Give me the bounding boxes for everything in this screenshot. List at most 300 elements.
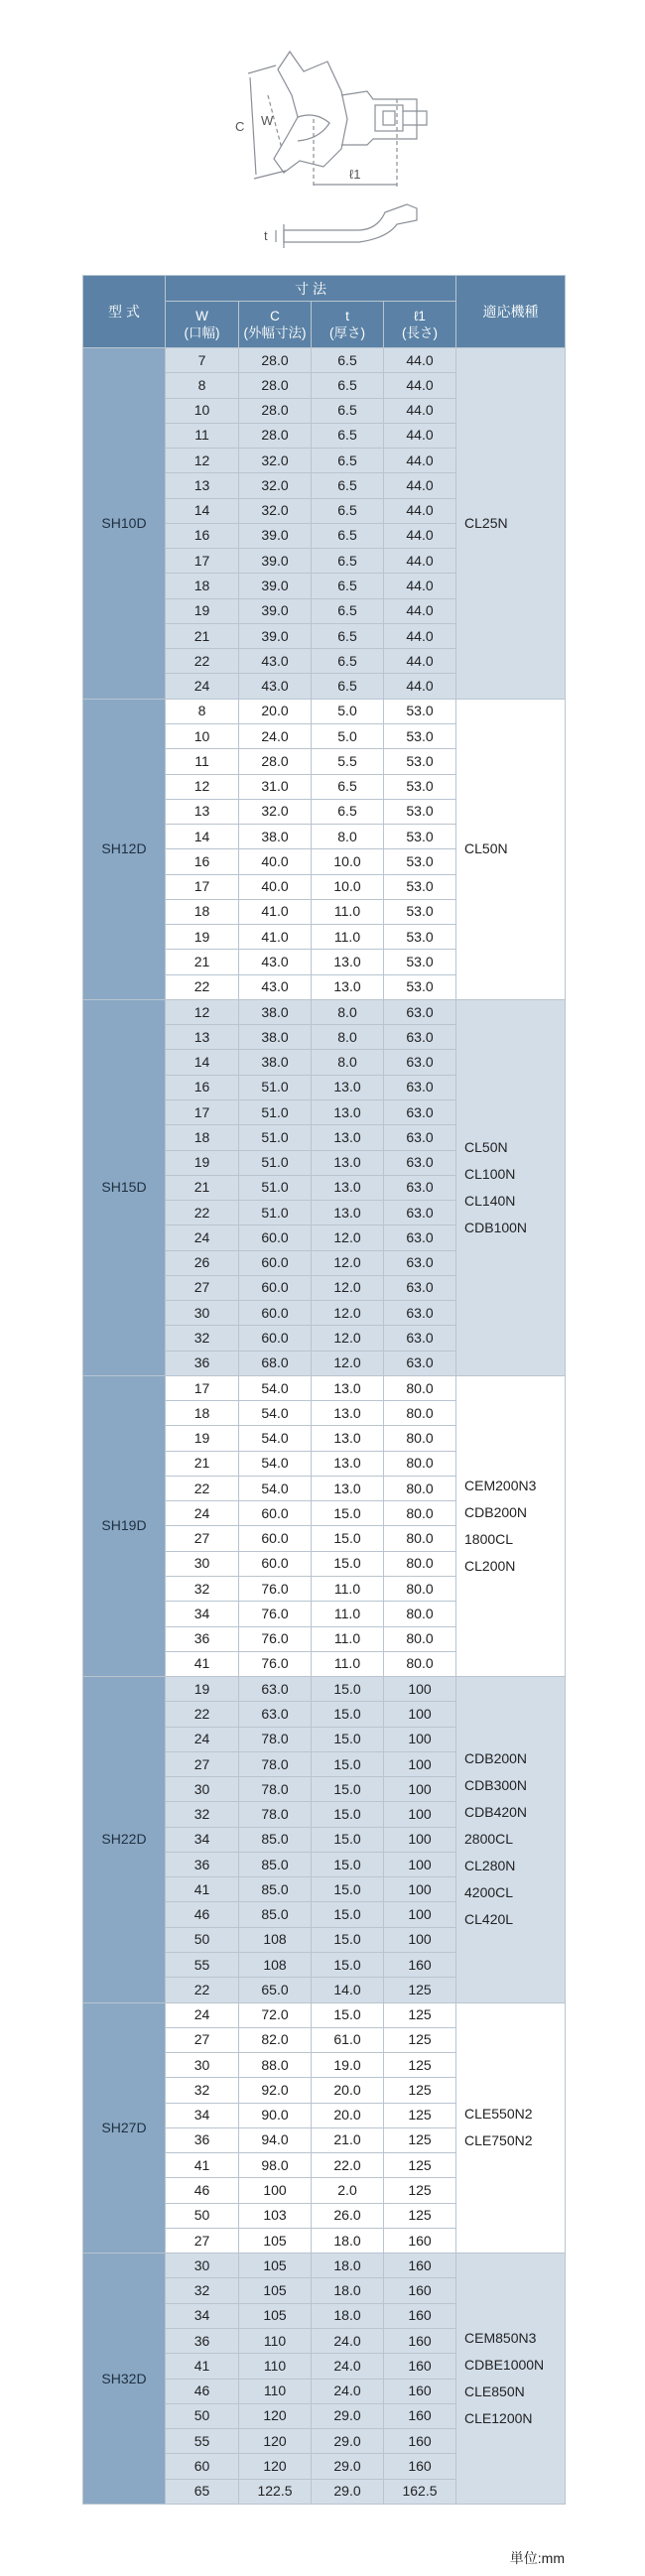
cell-l1: 80.0 bbox=[384, 1626, 456, 1651]
cell-w: 36 bbox=[166, 2328, 239, 2353]
cell-w: 18 bbox=[166, 1125, 239, 1150]
spec-table bbox=[82, 275, 566, 2505]
cell-w: 11 bbox=[166, 749, 239, 774]
cell-c: 54.0 bbox=[239, 1375, 312, 1400]
cell-c: 90.0 bbox=[239, 2103, 312, 2127]
machine-item: 1800CL bbox=[464, 1530, 514, 1547]
cell-c: 120 bbox=[239, 2429, 312, 2454]
cell-c: 108 bbox=[239, 1953, 312, 1978]
machine-item: CLE850N bbox=[464, 2383, 525, 2400]
cell-t: 11.0 bbox=[312, 1577, 384, 1602]
cell-t: 14.0 bbox=[312, 1978, 384, 2002]
model-cell: SH12D bbox=[83, 699, 166, 999]
header-machines: 適応機種 bbox=[456, 276, 566, 348]
cell-l1: 125 bbox=[384, 2103, 456, 2127]
header-model: 型 式 bbox=[83, 276, 166, 348]
cell-c: 38.0 bbox=[239, 999, 312, 1024]
cell-c: 51.0 bbox=[239, 1099, 312, 1124]
dim-line-c bbox=[250, 77, 256, 175]
cell-w: 17 bbox=[166, 874, 239, 899]
cell-l1: 80.0 bbox=[384, 1577, 456, 1602]
model-cell: SH27D bbox=[83, 2002, 166, 2254]
machine-item: CLE550N2 bbox=[464, 2106, 533, 2123]
cell-t: 12.0 bbox=[312, 1250, 384, 1275]
cell-c: 60.0 bbox=[239, 1526, 312, 1551]
cell-l1: 160 bbox=[384, 2403, 456, 2428]
cell-t: 10.0 bbox=[312, 874, 384, 899]
cell-w: 50 bbox=[166, 2203, 239, 2228]
cell-w: 24 bbox=[166, 674, 239, 699]
cell-c: 28.0 bbox=[239, 423, 312, 448]
cell-t: 6.5 bbox=[312, 398, 384, 423]
cell-t: 20.0 bbox=[312, 2078, 384, 2103]
cell-l1: 44.0 bbox=[384, 373, 456, 398]
cell-t: 6.5 bbox=[312, 674, 384, 699]
cell-w: 19 bbox=[166, 598, 239, 623]
cell-l1: 80.0 bbox=[384, 1551, 456, 1576]
model-cell: SH22D bbox=[83, 1677, 166, 2002]
cell-w: 50 bbox=[166, 1927, 239, 1952]
cell-t: 6.5 bbox=[312, 598, 384, 623]
cell-l1: 63.0 bbox=[384, 1099, 456, 1124]
cell-l1: 100 bbox=[384, 1677, 456, 1702]
header-dimensions: 寸 法 bbox=[166, 276, 456, 302]
cell-t: 20.0 bbox=[312, 2103, 384, 2127]
cell-t: 2.0 bbox=[312, 2178, 384, 2203]
cell-t: 13.0 bbox=[312, 1476, 384, 1500]
cell-w: 46 bbox=[166, 1902, 239, 1927]
cell-w: 10 bbox=[166, 723, 239, 748]
cell-l1: 100 bbox=[384, 1877, 456, 1902]
cell-c: 54.0 bbox=[239, 1451, 312, 1476]
cell-w: 34 bbox=[166, 2303, 239, 2328]
cell-t: 13.0 bbox=[312, 1401, 384, 1426]
cell-c: 40.0 bbox=[239, 849, 312, 874]
model-cell: SH32D bbox=[83, 2254, 166, 2505]
cell-c: 43.0 bbox=[239, 649, 312, 674]
cell-l1: 80.0 bbox=[384, 1426, 456, 1451]
cell-t: 6.5 bbox=[312, 549, 384, 574]
cell-c: 39.0 bbox=[239, 623, 312, 648]
cell-l1: 63.0 bbox=[384, 1326, 456, 1351]
cell-l1: 63.0 bbox=[384, 1125, 456, 1150]
cell-w: 21 bbox=[166, 623, 239, 648]
model-cell: SH10D bbox=[83, 348, 166, 700]
cell-w: 19 bbox=[166, 1677, 239, 1702]
table-row bbox=[83, 1677, 566, 1702]
cell-t: 15.0 bbox=[312, 1777, 384, 1802]
cell-l1: 53.0 bbox=[384, 723, 456, 748]
cell-c: 40.0 bbox=[239, 874, 312, 899]
cell-w: 14 bbox=[166, 1050, 239, 1075]
cell-c: 60.0 bbox=[239, 1551, 312, 1576]
table-row bbox=[83, 1375, 566, 1400]
cell-w: 8 bbox=[166, 699, 239, 723]
cell-c: 28.0 bbox=[239, 373, 312, 398]
cell-c: 39.0 bbox=[239, 574, 312, 598]
cell-w: 27 bbox=[166, 1526, 239, 1551]
cell-t: 18.0 bbox=[312, 2278, 384, 2303]
cell-w: 34 bbox=[166, 2103, 239, 2127]
cell-w: 19 bbox=[166, 925, 239, 950]
cell-t: 12.0 bbox=[312, 1351, 384, 1375]
cell-w: 36 bbox=[166, 1351, 239, 1375]
table-row bbox=[83, 2002, 566, 2027]
cell-l1: 80.0 bbox=[384, 1451, 456, 1476]
cell-t: 6.5 bbox=[312, 473, 384, 498]
machine-item: CL420L bbox=[464, 1911, 514, 1928]
header-t: t (厚さ) bbox=[312, 302, 384, 348]
cell-l1: 44.0 bbox=[384, 549, 456, 574]
spanner-shank bbox=[341, 91, 417, 145]
cell-w: 22 bbox=[166, 1978, 239, 2002]
cell-c: 60.0 bbox=[239, 1501, 312, 1526]
cell-t: 29.0 bbox=[312, 2479, 384, 2504]
table-row bbox=[83, 2254, 566, 2278]
cell-l1: 44.0 bbox=[384, 574, 456, 598]
cell-w: 27 bbox=[166, 2228, 239, 2253]
cell-w: 21 bbox=[166, 950, 239, 974]
header-c: C (外幅寸法) bbox=[239, 302, 312, 348]
cell-l1: 44.0 bbox=[384, 473, 456, 498]
spanner-square-drive bbox=[375, 105, 403, 131]
cell-c: 110 bbox=[239, 2379, 312, 2403]
cell-t: 5.0 bbox=[312, 723, 384, 748]
cell-t: 29.0 bbox=[312, 2429, 384, 2454]
machine-item: CL50N bbox=[464, 840, 508, 857]
cell-l1: 63.0 bbox=[384, 1351, 456, 1375]
machine-item: CL200N bbox=[464, 1557, 516, 1574]
cell-w: 16 bbox=[166, 523, 239, 548]
machine-item: CLE750N2 bbox=[464, 2132, 533, 2149]
cell-t: 8.0 bbox=[312, 1050, 384, 1075]
cell-c: 110 bbox=[239, 2328, 312, 2353]
cell-w: 30 bbox=[166, 2053, 239, 2078]
cell-t: 11.0 bbox=[312, 899, 384, 924]
cell-t: 6.5 bbox=[312, 348, 384, 373]
cell-c: 32.0 bbox=[239, 473, 312, 498]
cell-w: 14 bbox=[166, 825, 239, 849]
cell-l1: 44.0 bbox=[384, 498, 456, 523]
cell-w: 55 bbox=[166, 1953, 239, 1978]
cell-c: 54.0 bbox=[239, 1476, 312, 1500]
cell-t: 15.0 bbox=[312, 1526, 384, 1551]
cell-l1: 160 bbox=[384, 1953, 456, 1978]
cell-t: 5.5 bbox=[312, 749, 384, 774]
cell-l1: 160 bbox=[384, 2278, 456, 2303]
cell-t: 18.0 bbox=[312, 2254, 384, 2278]
cell-w: 41 bbox=[166, 1651, 239, 1676]
model-group-sh15d bbox=[83, 999, 566, 1375]
cell-w: 32 bbox=[166, 1802, 239, 1827]
cell-t: 13.0 bbox=[312, 1201, 384, 1225]
machine-item: 4200CL bbox=[464, 1884, 514, 1901]
machine-item: CDB420N bbox=[464, 1804, 528, 1821]
cell-t: 12.0 bbox=[312, 1225, 384, 1250]
cell-t: 13.0 bbox=[312, 1451, 384, 1476]
cell-t: 6.5 bbox=[312, 623, 384, 648]
table-row bbox=[83, 999, 566, 1024]
cell-l1: 125 bbox=[384, 2002, 456, 2027]
machine-item: CLE1200N bbox=[464, 2410, 533, 2427]
cell-l1: 100 bbox=[384, 1751, 456, 1776]
cell-w: 18 bbox=[166, 899, 239, 924]
cell-w: 32 bbox=[166, 2278, 239, 2303]
cell-t: 11.0 bbox=[312, 1602, 384, 1626]
spanner-head-outline bbox=[274, 52, 347, 173]
cell-c: 20.0 bbox=[239, 699, 312, 723]
cell-c: 39.0 bbox=[239, 523, 312, 548]
cell-l1: 80.0 bbox=[384, 1602, 456, 1626]
cell-c: 51.0 bbox=[239, 1075, 312, 1099]
machines-cell bbox=[456, 2002, 566, 2254]
cell-w: 60 bbox=[166, 2454, 239, 2479]
cell-l1: 63.0 bbox=[384, 1075, 456, 1099]
cell-w: 8 bbox=[166, 373, 239, 398]
cell-l1: 162.5 bbox=[384, 2479, 456, 2504]
cell-c: 38.0 bbox=[239, 1025, 312, 1050]
cell-t: 29.0 bbox=[312, 2454, 384, 2479]
cell-c: 51.0 bbox=[239, 1125, 312, 1150]
cell-w: 55 bbox=[166, 2429, 239, 2454]
cell-c: 120 bbox=[239, 2454, 312, 2479]
cell-c: 43.0 bbox=[239, 950, 312, 974]
cell-c: 51.0 bbox=[239, 1175, 312, 1200]
machines-cell bbox=[456, 1375, 566, 1676]
cell-w: 32 bbox=[166, 2078, 239, 2103]
cell-w: 32 bbox=[166, 1326, 239, 1351]
cell-c: 122.5 bbox=[239, 2479, 312, 2504]
cell-c: 60.0 bbox=[239, 1275, 312, 1300]
cell-c: 76.0 bbox=[239, 1626, 312, 1651]
cell-w: 34 bbox=[166, 1827, 239, 1852]
cell-c: 72.0 bbox=[239, 2002, 312, 2027]
machines-cell bbox=[456, 2254, 566, 2505]
cell-l1: 44.0 bbox=[384, 449, 456, 473]
cell-t: 13.0 bbox=[312, 1426, 384, 1451]
cell-c: 92.0 bbox=[239, 2078, 312, 2103]
machine-item: CL140N bbox=[464, 1192, 516, 1209]
cell-t: 21.0 bbox=[312, 2127, 384, 2152]
cell-c: 60.0 bbox=[239, 1250, 312, 1275]
cell-t: 15.0 bbox=[312, 1827, 384, 1852]
cell-w: 13 bbox=[166, 473, 239, 498]
label-c: C bbox=[235, 119, 245, 134]
cell-c: 85.0 bbox=[239, 1902, 312, 1927]
cell-t: 15.0 bbox=[312, 1501, 384, 1526]
cell-t: 24.0 bbox=[312, 2354, 384, 2379]
cell-l1: 125 bbox=[384, 2127, 456, 2152]
cell-t: 12.0 bbox=[312, 1301, 384, 1326]
cell-w: 12 bbox=[166, 774, 239, 799]
cell-w: 34 bbox=[166, 1602, 239, 1626]
cell-l1: 160 bbox=[384, 2328, 456, 2353]
cell-t: 13.0 bbox=[312, 1125, 384, 1150]
cell-l1: 44.0 bbox=[384, 649, 456, 674]
cell-c: 120 bbox=[239, 2403, 312, 2428]
cell-c: 41.0 bbox=[239, 925, 312, 950]
cell-l1: 53.0 bbox=[384, 899, 456, 924]
cell-w: 19 bbox=[166, 1426, 239, 1451]
cell-t: 6.5 bbox=[312, 774, 384, 799]
cell-l1: 53.0 bbox=[384, 974, 456, 999]
cell-w: 32 bbox=[166, 1577, 239, 1602]
cell-w: 16 bbox=[166, 849, 239, 874]
header-w: W (口幅) bbox=[166, 302, 239, 348]
cell-w: 12 bbox=[166, 999, 239, 1024]
cell-l1: 160 bbox=[384, 2254, 456, 2278]
cell-c: 78.0 bbox=[239, 1802, 312, 1827]
cell-w: 24 bbox=[166, 1501, 239, 1526]
cell-w: 17 bbox=[166, 1375, 239, 1400]
cell-t: 13.0 bbox=[312, 1099, 384, 1124]
cell-l1: 80.0 bbox=[384, 1375, 456, 1400]
cell-w: 30 bbox=[166, 1551, 239, 1576]
machine-item: CL50N bbox=[464, 1138, 508, 1155]
cell-t: 15.0 bbox=[312, 1902, 384, 1927]
cell-w: 10 bbox=[166, 398, 239, 423]
cell-t: 15.0 bbox=[312, 1877, 384, 1902]
cell-c: 63.0 bbox=[239, 1702, 312, 1727]
cell-t: 13.0 bbox=[312, 1075, 384, 1099]
cell-c: 85.0 bbox=[239, 1877, 312, 1902]
cell-c: 82.0 bbox=[239, 2027, 312, 2052]
cell-w: 13 bbox=[166, 1025, 239, 1050]
cell-l1: 53.0 bbox=[384, 699, 456, 723]
cell-l1: 80.0 bbox=[384, 1501, 456, 1526]
cell-w: 50 bbox=[166, 2403, 239, 2428]
cell-w: 22 bbox=[166, 649, 239, 674]
cell-t: 8.0 bbox=[312, 825, 384, 849]
cell-t: 24.0 bbox=[312, 2379, 384, 2403]
model-cell: SH15D bbox=[83, 999, 166, 1375]
cell-t: 12.0 bbox=[312, 1275, 384, 1300]
cell-t: 12.0 bbox=[312, 1326, 384, 1351]
cell-w: 30 bbox=[166, 1777, 239, 1802]
cell-w: 24 bbox=[166, 1727, 239, 1751]
cell-w: 65 bbox=[166, 2479, 239, 2504]
cell-c: 54.0 bbox=[239, 1401, 312, 1426]
cell-w: 21 bbox=[166, 1451, 239, 1476]
cell-l1: 63.0 bbox=[384, 1250, 456, 1275]
cell-t: 6.5 bbox=[312, 574, 384, 598]
cell-w: 22 bbox=[166, 1702, 239, 1727]
cell-t: 15.0 bbox=[312, 1677, 384, 1702]
machine-item: CDB100N bbox=[464, 1219, 528, 1235]
label-t: t bbox=[264, 228, 268, 243]
cell-t: 6.5 bbox=[312, 523, 384, 548]
cell-l1: 125 bbox=[384, 2027, 456, 2052]
cell-l1: 125 bbox=[384, 2078, 456, 2103]
cell-t: 8.0 bbox=[312, 999, 384, 1024]
cell-t: 11.0 bbox=[312, 925, 384, 950]
cell-t: 11.0 bbox=[312, 1651, 384, 1676]
cell-l1: 63.0 bbox=[384, 1201, 456, 1225]
header-l1: ℓ1 (長さ) bbox=[384, 302, 456, 348]
cell-l1: 63.0 bbox=[384, 1025, 456, 1050]
cell-w: 7 bbox=[166, 348, 239, 373]
cell-w: 41 bbox=[166, 2153, 239, 2178]
cell-l1: 100 bbox=[384, 1852, 456, 1876]
machine-item: CL280N bbox=[464, 1858, 516, 1874]
cell-c: 32.0 bbox=[239, 449, 312, 473]
cell-c: 28.0 bbox=[239, 398, 312, 423]
cell-c: 32.0 bbox=[239, 498, 312, 523]
cell-c: 28.0 bbox=[239, 348, 312, 373]
cell-c: 51.0 bbox=[239, 1201, 312, 1225]
cell-t: 15.0 bbox=[312, 1802, 384, 1827]
cell-t: 13.0 bbox=[312, 1375, 384, 1400]
cell-c: 110 bbox=[239, 2354, 312, 2379]
cell-l1: 53.0 bbox=[384, 874, 456, 899]
cell-l1: 100 bbox=[384, 1802, 456, 1827]
cell-c: 105 bbox=[239, 2254, 312, 2278]
cell-c: 51.0 bbox=[239, 1150, 312, 1175]
cell-t: 19.0 bbox=[312, 2053, 384, 2078]
model-group-sh12d bbox=[83, 699, 566, 999]
cell-t: 6.5 bbox=[312, 423, 384, 448]
cell-t: 15.0 bbox=[312, 2002, 384, 2027]
unit-note: 単位:mm bbox=[509, 2550, 565, 2566]
machine-item: CDBE1000N bbox=[464, 2357, 545, 2374]
cell-l1: 100 bbox=[384, 1827, 456, 1852]
cell-t: 15.0 bbox=[312, 1953, 384, 1978]
cell-c: 76.0 bbox=[239, 1577, 312, 1602]
cell-c: 63.0 bbox=[239, 1677, 312, 1702]
cell-w: 36 bbox=[166, 2127, 239, 2152]
cell-w: 18 bbox=[166, 1401, 239, 1426]
cell-l1: 80.0 bbox=[384, 1526, 456, 1551]
cell-c: 78.0 bbox=[239, 1751, 312, 1776]
cell-l1: 44.0 bbox=[384, 598, 456, 623]
cell-c: 76.0 bbox=[239, 1651, 312, 1676]
machine-item: CDB200N bbox=[464, 1750, 528, 1767]
cell-l1: 160 bbox=[384, 2379, 456, 2403]
cell-l1: 44.0 bbox=[384, 398, 456, 423]
cell-c: 43.0 bbox=[239, 674, 312, 699]
cell-w: 19 bbox=[166, 1150, 239, 1175]
machines-cell bbox=[456, 999, 566, 1375]
cell-w: 22 bbox=[166, 974, 239, 999]
table-header bbox=[83, 276, 566, 348]
cell-w: 26 bbox=[166, 1250, 239, 1275]
cell-l1: 63.0 bbox=[384, 1225, 456, 1250]
cell-w: 36 bbox=[166, 1626, 239, 1651]
cell-w: 46 bbox=[166, 2379, 239, 2403]
cell-t: 15.0 bbox=[312, 1727, 384, 1751]
table-row bbox=[83, 699, 566, 723]
machines-cell bbox=[456, 1677, 566, 2002]
machines-cell bbox=[456, 348, 566, 700]
cell-c: 76.0 bbox=[239, 1602, 312, 1626]
cell-t: 15.0 bbox=[312, 1751, 384, 1776]
cell-t: 6.5 bbox=[312, 449, 384, 473]
cell-c: 43.0 bbox=[239, 974, 312, 999]
cell-t: 6.5 bbox=[312, 498, 384, 523]
cell-t: 5.0 bbox=[312, 699, 384, 723]
cell-c: 39.0 bbox=[239, 549, 312, 574]
cell-c: 88.0 bbox=[239, 2053, 312, 2078]
cell-w: 41 bbox=[166, 1877, 239, 1902]
cell-w: 14 bbox=[166, 498, 239, 523]
cell-l1: 125 bbox=[384, 2053, 456, 2078]
cell-l1: 44.0 bbox=[384, 523, 456, 548]
cell-l1: 160 bbox=[384, 2303, 456, 2328]
cell-c: 31.0 bbox=[239, 774, 312, 799]
cell-t: 24.0 bbox=[312, 2328, 384, 2353]
cell-c: 38.0 bbox=[239, 825, 312, 849]
cell-t: 13.0 bbox=[312, 974, 384, 999]
